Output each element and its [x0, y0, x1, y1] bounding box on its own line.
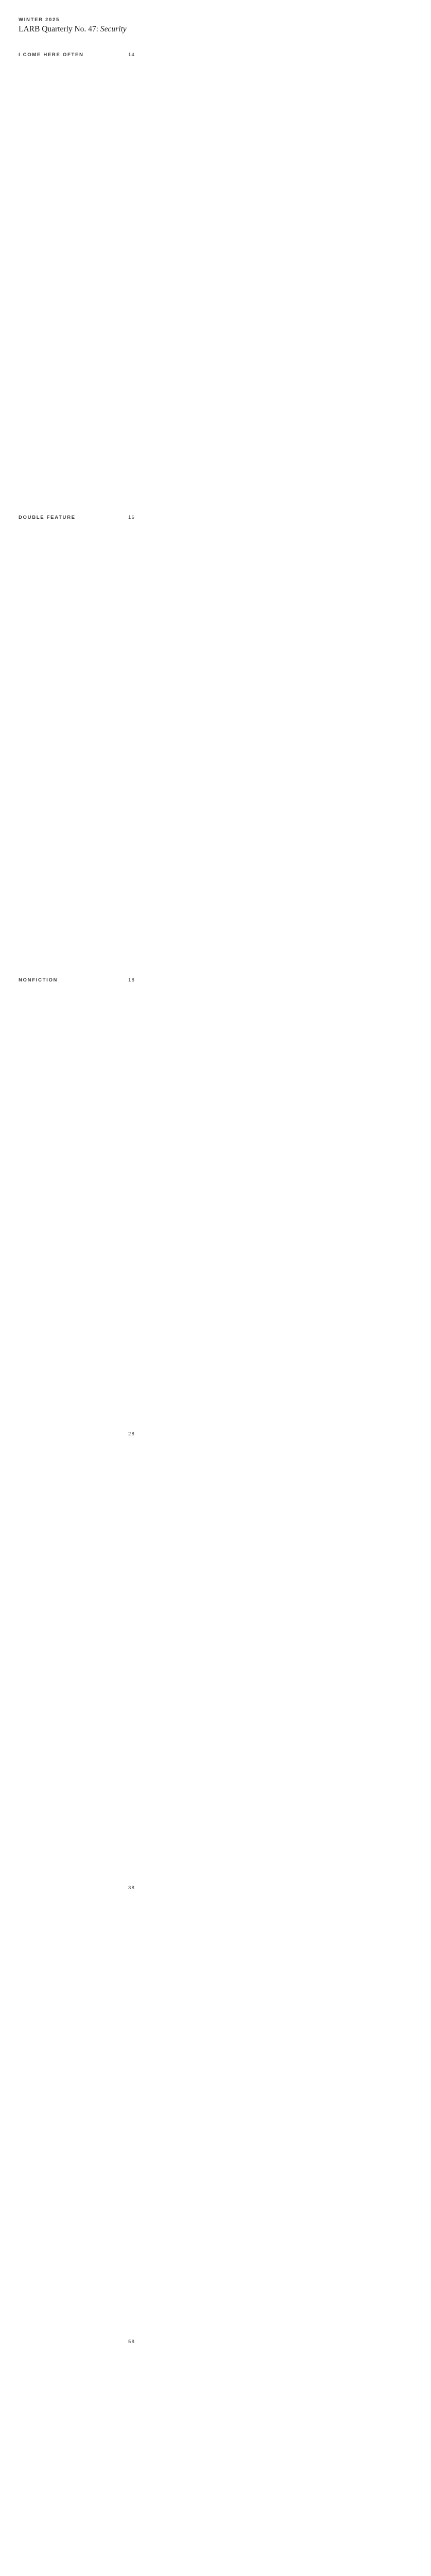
- section-label: [19, 2337, 110, 2339]
- section-label: [19, 1884, 110, 1885]
- section-label: NONFICTION: [19, 977, 58, 983]
- page-number: 28: [110, 1430, 431, 1875]
- issue-title-roman: LARB Quarterly No. 47:: [19, 25, 98, 33]
- toc-entry: [19, 2337, 306, 2576]
- toc-entry: [19, 513, 306, 958]
- toc-entry: [19, 1430, 306, 1875]
- issue-season: WINTER 2025: [19, 17, 60, 23]
- toc-entry: [19, 976, 306, 1421]
- page-number: 18: [110, 976, 431, 1421]
- section-label: I COME HERE OFTEN: [19, 52, 84, 58]
- page-number: 16: [110, 513, 431, 958]
- page-number: 38: [110, 1884, 431, 2329]
- issue-title-italic: Security: [100, 25, 127, 33]
- page-number: 58: [110, 2337, 431, 2576]
- issue-title: [19, 25, 306, 34]
- toc-entry: [19, 1884, 306, 2329]
- section-label: [19, 1430, 110, 1431]
- page-number: 14: [110, 50, 431, 496]
- toc-entry: [19, 50, 306, 496]
- section-label: DOUBLE FEATURE: [19, 515, 76, 520]
- masthead: [19, 17, 306, 34]
